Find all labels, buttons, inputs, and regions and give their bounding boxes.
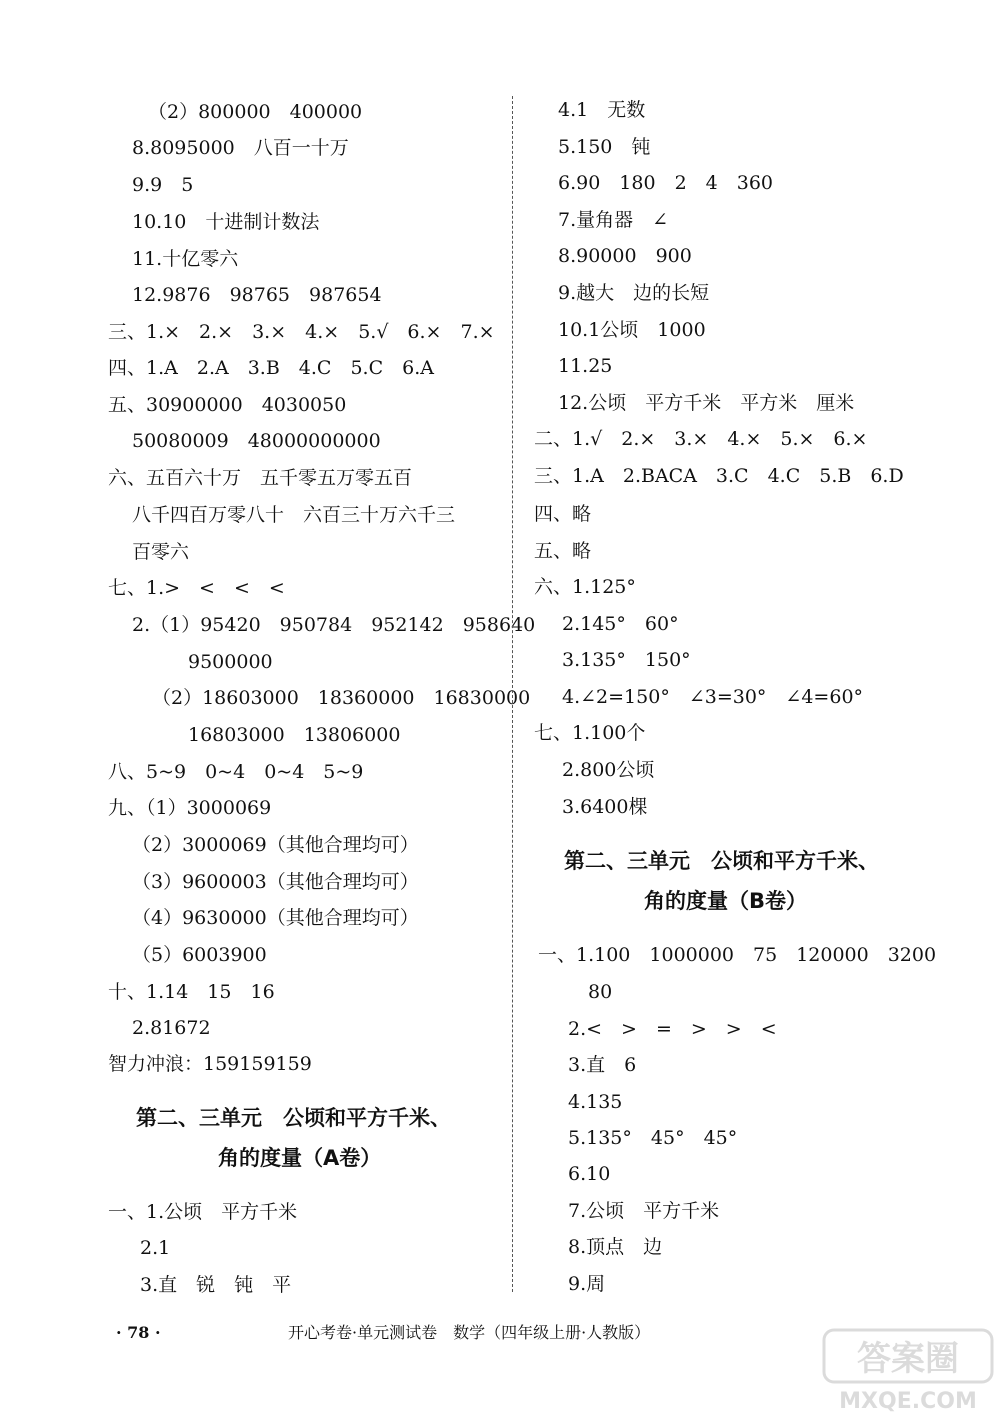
watermark-url: MXQE.COM <box>839 1389 977 1414</box>
answer-line: 七、1.100个 <box>534 722 646 744</box>
answer-line: （5）6003900 <box>132 944 267 966</box>
answer-line: （2）18603000 18360000 16830000 <box>152 687 531 709</box>
answer-line: 2.（1）95420 950784 952142 958640 <box>132 614 536 636</box>
answer-line: （4）9630000（其他合理均可） <box>132 907 419 929</box>
answer-line: 16803000 13806000 <box>188 724 401 746</box>
answer-line: 一、1.100 1000000 75 120000 3200 <box>538 944 937 966</box>
answer-line: 八千四百万零八十 六百三十万六千三 <box>132 504 456 526</box>
section-heading: 角的度量（B卷） <box>644 889 808 913</box>
answer-line: 一、1.公顷 平方千米 <box>108 1201 298 1223</box>
answer-line: 四、1.A 2.A 3.B 4.C 5.C 6.A <box>108 357 434 379</box>
watermark-logo <box>818 1328 998 1414</box>
answer-line: 六、五百六十万 五千零五万零五百 <box>108 467 413 489</box>
answer-line: 5.150 钝 <box>558 136 651 158</box>
answer-line: 十、1.14 15 16 <box>108 981 275 1003</box>
answer-line: （3）9600003（其他合理均可） <box>132 871 419 893</box>
answer-line: 11.十亿零六 <box>132 248 239 270</box>
answer-line: 9.周 <box>568 1273 606 1295</box>
answer-line: 4.∠2=150° ∠3=30° ∠4=60° <box>562 686 864 708</box>
column-divider <box>512 96 513 1292</box>
answer-line: 11.25 <box>558 355 613 377</box>
answer-line: 四、略 <box>534 503 592 525</box>
answer-line: 4.1 无数 <box>558 99 646 121</box>
answer-line: 2.145° 60° <box>562 613 679 635</box>
answer-line: 10.1公顷 1000 <box>558 319 706 341</box>
answer-line: 智力冲浪：159159159 <box>108 1053 312 1075</box>
answer-line: 5.135° 45° 45° <box>568 1127 738 1149</box>
section-heading: 第二、三单元 公顷和平方千米、 <box>564 849 879 873</box>
answer-line: （2）3000069（其他合理均可） <box>132 834 419 856</box>
answer-line: 3.直 6 <box>568 1054 637 1076</box>
answer-line: 六、1.125° <box>534 576 636 598</box>
answer-line: 8.8095000 八百一十万 <box>132 137 349 159</box>
answer-line: （2）800000 400000 <box>148 101 363 123</box>
answer-line: 3.直 锐 钝 平 <box>140 1274 292 1296</box>
page-number: · 78 · <box>116 1323 161 1342</box>
section-heading: 第二、三单元 公顷和平方千米、 <box>136 1106 451 1130</box>
answer-line: 8.90000 900 <box>558 245 692 267</box>
answer-line: 2.< > = > > < <box>568 1018 777 1040</box>
answer-line: 12.9876 98765 987654 <box>132 284 382 306</box>
answer-line: 10.10 十进制计数法 <box>132 211 320 233</box>
answer-line: 9.9 5 <box>132 174 194 196</box>
answer-line: 7.公顷 平方千米 <box>568 1200 720 1222</box>
answer-line: 二、1.√ 2.× 3.× 4.× 5.× 6.× <box>534 428 868 450</box>
answer-line: 百零六 <box>132 541 190 563</box>
answer-line: 九、（1）3000069 <box>108 797 272 819</box>
answer-line: 50080009 48000000000 <box>132 430 381 452</box>
answer-line: 6.10 <box>568 1163 611 1185</box>
answer-line: 2.1 <box>140 1237 171 1259</box>
answer-line: 三、1.× 2.× 3.× 4.× 5.√ 6.× 7.× <box>108 321 495 343</box>
answer-line: 12.公顷 平方千米 平方米 厘米 <box>558 392 855 414</box>
answer-line: 8.顶点 边 <box>568 1236 663 1258</box>
answer-line: 2.81672 <box>132 1017 211 1039</box>
answer-line: 八、5~9 0~4 0~4 5~9 <box>108 761 364 783</box>
answer-line: 五、略 <box>534 540 592 562</box>
answer-line: 三、1.A 2.BACA 3.C 4.C 5.B 6.D <box>534 465 904 487</box>
answer-line: 3.135° 150° <box>562 649 691 671</box>
answer-line: 3.6400棵 <box>562 796 648 818</box>
watermark-logo-text: 答案圈 <box>857 1339 959 1379</box>
answer-line: 7.量角器 ∠ <box>558 209 669 231</box>
answer-line: 6.90 180 2 4 360 <box>558 172 774 194</box>
answer-line: 五、30900000 4030050 <box>108 394 347 416</box>
answer-line: 2.800公顷 <box>562 759 655 781</box>
answer-line: 4.135 <box>568 1091 623 1113</box>
answer-line: 9500000 <box>188 651 273 673</box>
answer-line: 9.越大 边的长短 <box>558 282 710 304</box>
section-heading: 角的度量（A卷） <box>218 1146 382 1170</box>
answer-line: 80 <box>588 981 613 1003</box>
answer-line: 七、1.> < < < <box>108 577 285 599</box>
book-title: 开心考卷·单元测试卷 数学（四年级上册·人教版） <box>288 1323 651 1342</box>
